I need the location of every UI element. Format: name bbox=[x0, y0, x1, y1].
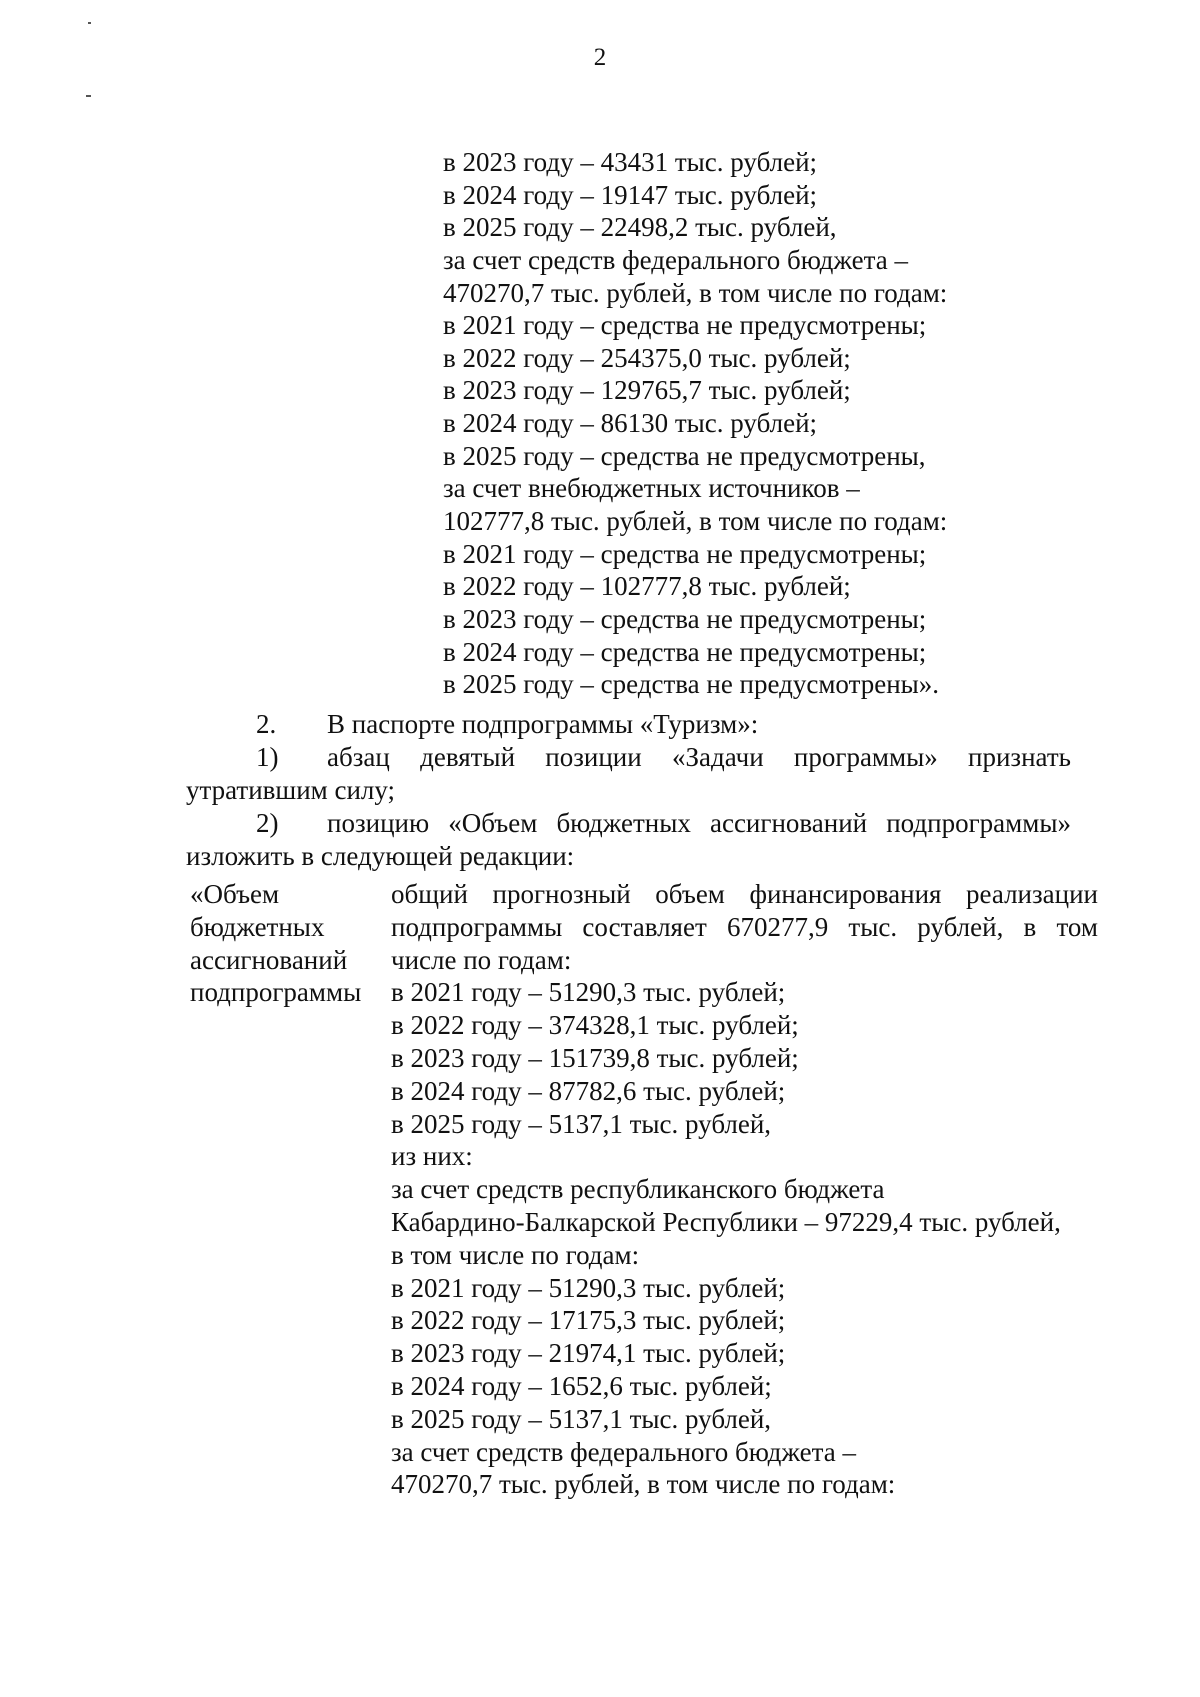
word: девятый bbox=[420, 742, 516, 772]
list-line: 470270,7 тыс. рублей, в том числе по годам: bbox=[443, 277, 948, 308]
value-line: за счет средств республиканского бюджета bbox=[391, 1174, 885, 1205]
value-line: за счет средств федерального бюджета – bbox=[391, 1436, 856, 1467]
table-label-column bbox=[190, 878, 361, 1009]
list-line: 102777,8 тыс. рублей, в том числе по годам: bbox=[443, 506, 948, 537]
scan-speck bbox=[88, 22, 91, 24]
word: позицию bbox=[327, 808, 430, 838]
value-line: в 2025 году – 5137,1 тыс. рублей, bbox=[391, 1403, 772, 1434]
list-line: в 2021 году – средства не предусмотрены; bbox=[443, 310, 927, 341]
list-line: за счет средств федерального бюджета – bbox=[443, 244, 908, 275]
list-line: в 2025 году – средства не предусмотрены». bbox=[443, 669, 940, 700]
value-line: в 2021 году – 51290,3 тыс. рублей; bbox=[391, 977, 786, 1008]
item-number: 2. bbox=[256, 709, 277, 739]
value-line: 470270,7 тыс. рублей, в том числе по годам: bbox=[391, 1469, 896, 1500]
word: абзац bbox=[327, 742, 390, 772]
value-line: числе по годам: bbox=[391, 944, 572, 975]
value-line: общий прогнозный объем финансирования реализации bbox=[391, 879, 1098, 909]
label-line: подпрограммы bbox=[190, 977, 362, 1008]
value-line: в 2022 году – 374328,1 тыс. рублей; bbox=[391, 1010, 799, 1041]
value-line: подпрограммы составляет 670277,9 тыс. рублей, в том bbox=[391, 911, 1098, 942]
value-line: из них: bbox=[391, 1141, 473, 1172]
value-line: в том числе по годам: bbox=[391, 1239, 640, 1270]
label-line: бюджетных bbox=[190, 911, 325, 942]
word: «Задачи bbox=[671, 742, 764, 772]
word: позиции bbox=[545, 742, 642, 772]
list-line: в 2024 году – 86130 тыс. рублей; bbox=[443, 408, 818, 439]
label-line: ассигнований bbox=[190, 944, 348, 975]
list-line: в 2021 году – средства не предусмотрены; bbox=[443, 538, 927, 569]
sub-1-line1 bbox=[327, 741, 1071, 774]
label-line: «Объем bbox=[190, 879, 280, 909]
table-value-column bbox=[391, 878, 1098, 1501]
sub-2-number: 2) bbox=[256, 808, 279, 838]
value-line: в 2023 году – 151739,8 тыс. рублей; bbox=[391, 1042, 799, 1073]
list-line: в 2023 году – 129765,7 тыс. рублей; bbox=[443, 375, 851, 406]
sub-1-number: 1) bbox=[256, 742, 279, 772]
list-line: в 2024 году – 19147 тыс. рублей; bbox=[443, 179, 818, 210]
item-2 bbox=[256, 708, 276, 741]
word: подпрограммы» bbox=[886, 808, 1071, 838]
sub-2-line2: изложить в следующей редакции: bbox=[186, 841, 575, 871]
value-line: в 2021 году – 51290,3 тыс. рублей; bbox=[391, 1272, 786, 1303]
word: бюджетных bbox=[556, 808, 691, 838]
word: программы» bbox=[793, 742, 938, 772]
list-line: в 2025 году – средства не предусмотрены, bbox=[443, 440, 926, 471]
list-line: в 2022 году – 102777,8 тыс. рублей; bbox=[443, 571, 851, 602]
value-line: Кабардино-Балкарской Республики – 97229,4 тыс. рублей, bbox=[391, 1206, 1061, 1237]
value-line: в 2022 году – 17175,3 тыс. рублей; bbox=[391, 1305, 786, 1336]
sub-1-line2: утратившим силу; bbox=[186, 775, 396, 805]
item-2-text: В паспорте подпрограммы «Туризм»: bbox=[327, 709, 759, 739]
scan-speck bbox=[86, 95, 91, 97]
sub-2-line1 bbox=[327, 807, 1071, 840]
word: «Объем bbox=[448, 808, 538, 838]
continued-list bbox=[443, 146, 947, 701]
word: признать bbox=[968, 742, 1071, 772]
value-line: в 2024 году – 1652,6 тыс. рублей; bbox=[391, 1370, 772, 1401]
list-line: в 2022 году – 254375,0 тыс. рублей; bbox=[443, 342, 851, 373]
word: ассигнований bbox=[709, 808, 868, 838]
list-line: в 2024 году – средства не предусмотрены; bbox=[443, 636, 927, 667]
list-line: в 2023 году – средства не предусмотрены; bbox=[443, 603, 927, 634]
value-line: в 2023 году – 21974,1 тыс. рублей; bbox=[391, 1338, 786, 1369]
list-line: в 2023 году – 43431 тыс. рублей; bbox=[443, 147, 818, 177]
value-line: в 2025 году – 5137,1 тыс. рублей, bbox=[391, 1108, 772, 1139]
list-line: в 2025 году – 22498,2 тыс. рублей, bbox=[443, 212, 837, 243]
value-line: в 2024 году – 87782,6 тыс. рублей; bbox=[391, 1075, 786, 1106]
page-number: 2 bbox=[593, 44, 607, 71]
list-line: за счет внебюджетных источников – bbox=[443, 473, 860, 504]
